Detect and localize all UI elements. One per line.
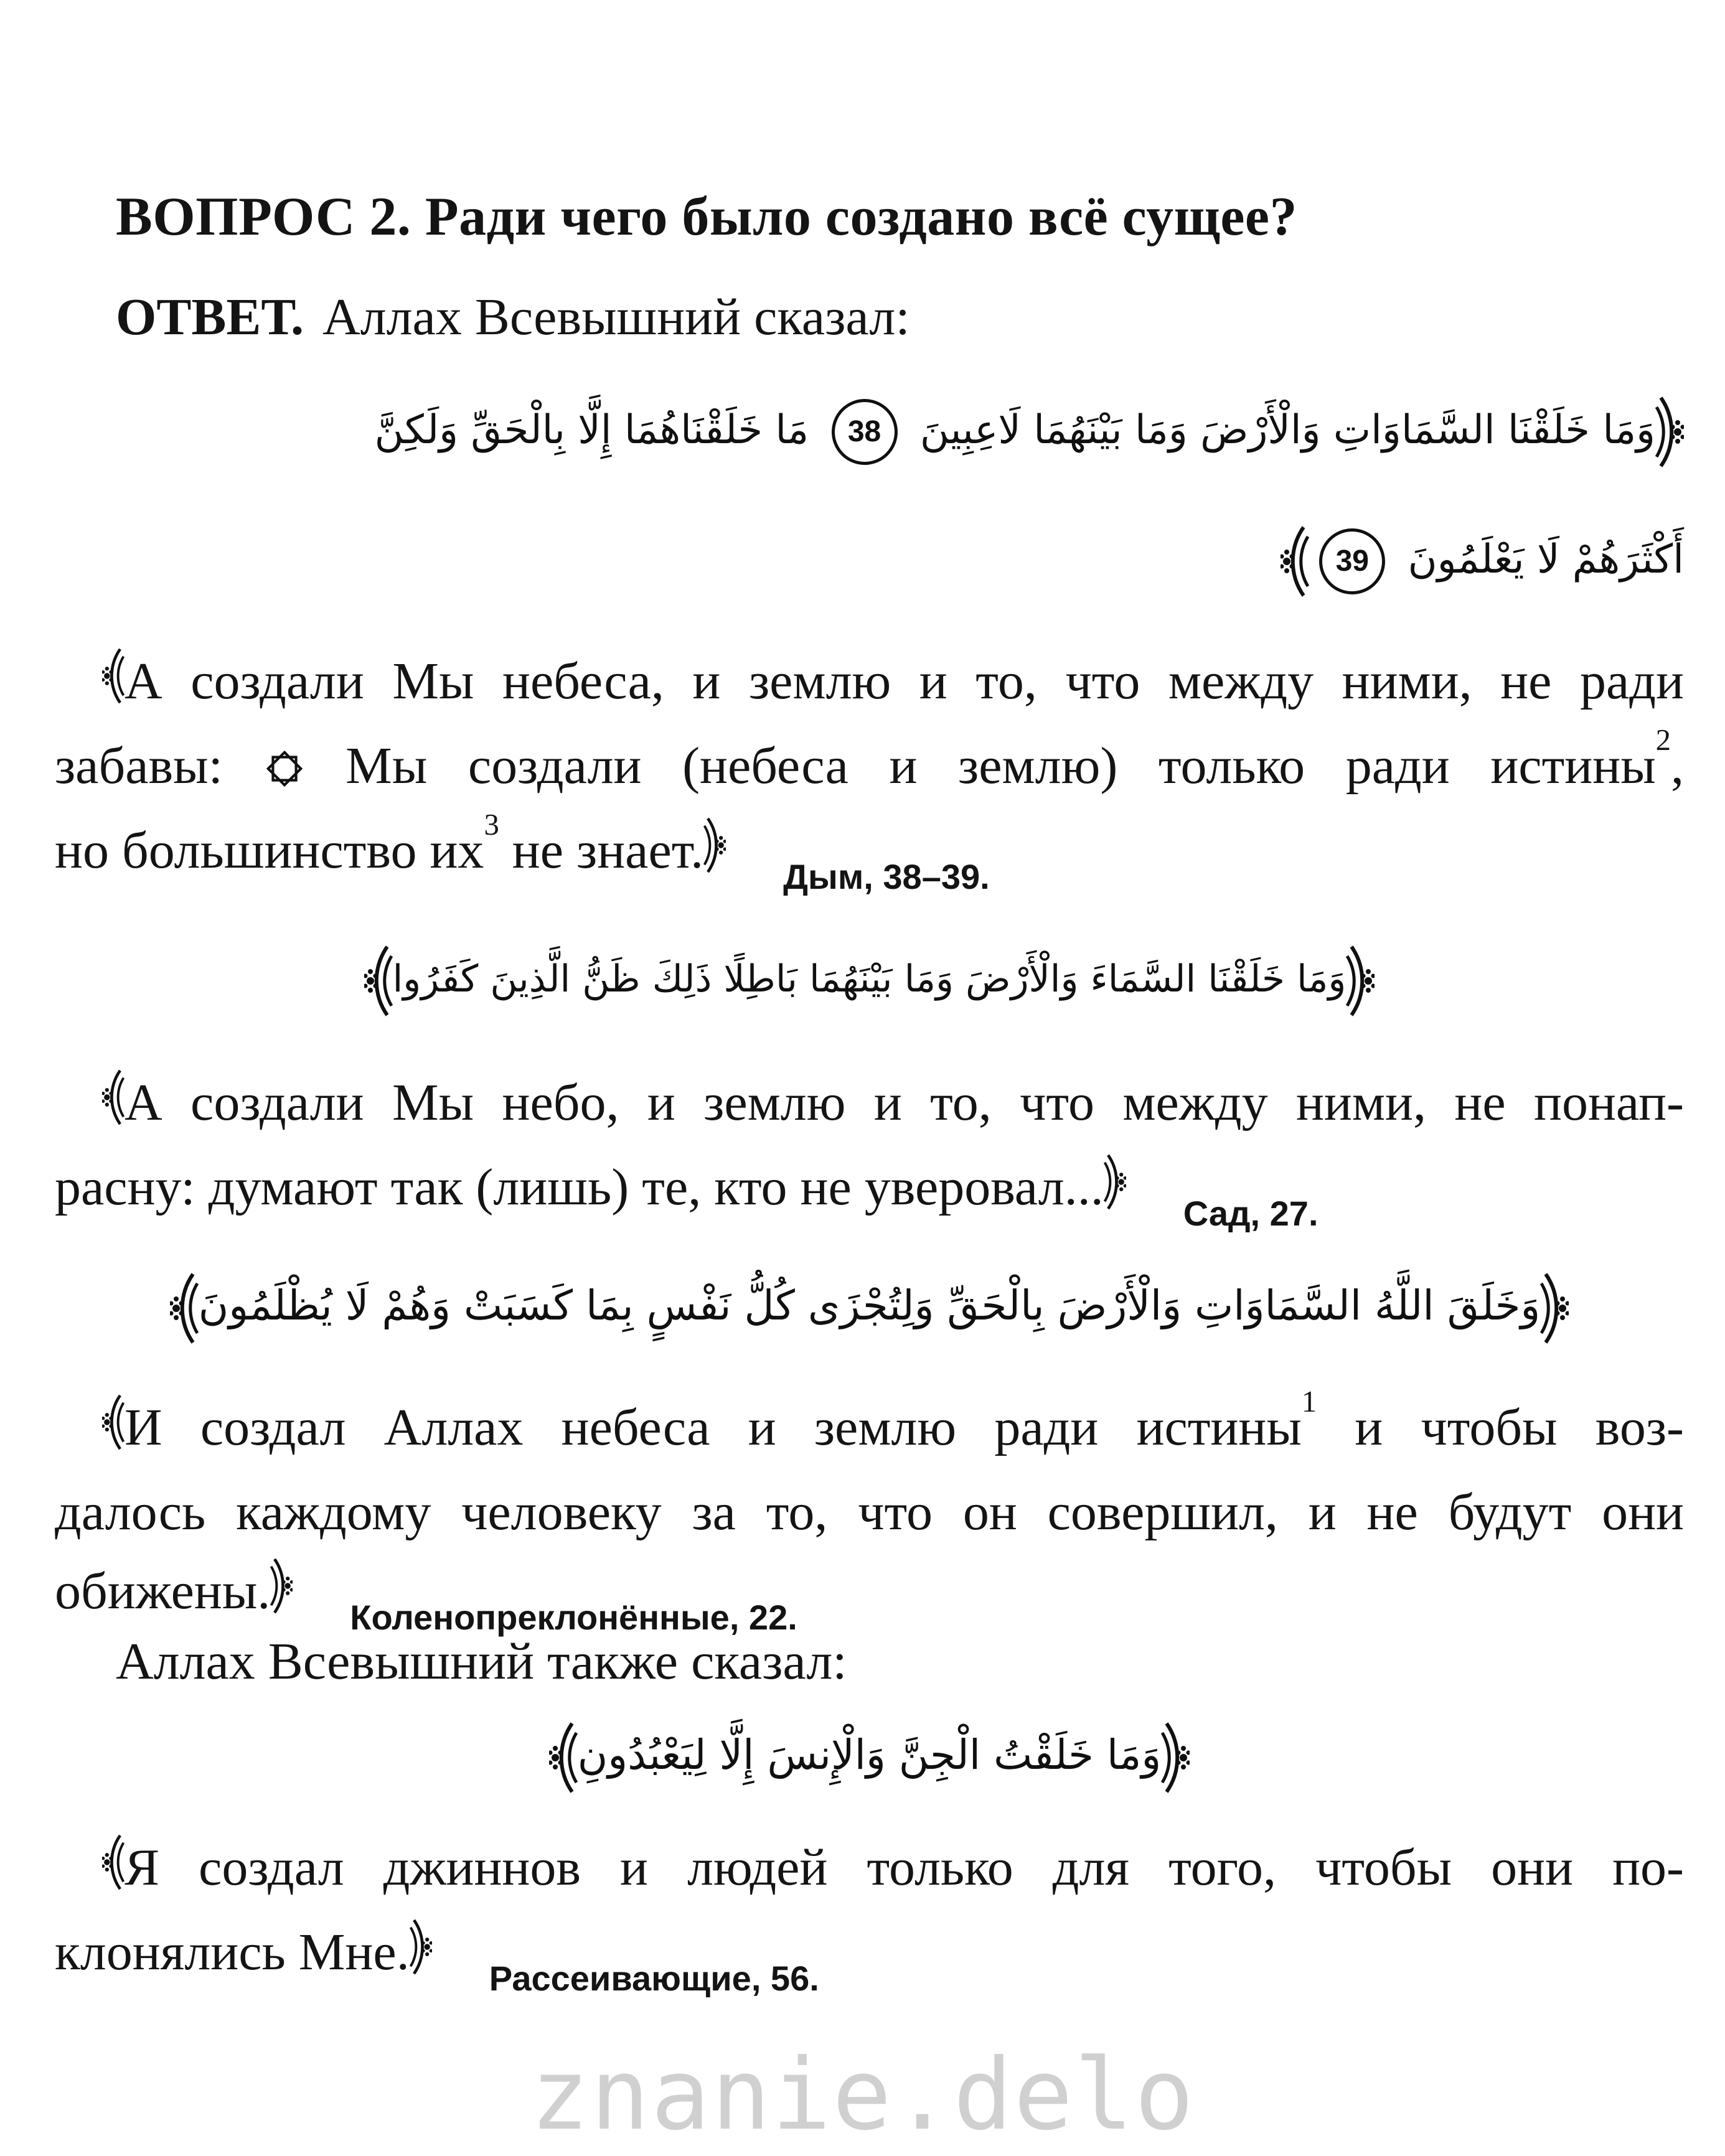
translation-line xyxy=(55,1145,1684,1235)
russian-text: А создали Мы небо, и землю и то, что между ними, не понап- xyxy=(125,1074,1684,1132)
quran-verse-sad-27 xyxy=(55,916,1684,1043)
watermark: znanie.delo xyxy=(530,2038,1195,2152)
arabic-text: وَمَا خَلَقْنَا السَّمَاءَ وَالْأَرْضَ وَمَا بَيْنَهُمَا بَاطِلًا ذَلِكَ ظَنُّ الَّذِينَ كَفَرُوا xyxy=(392,957,1347,1001)
russian-text: расну: думают так (лишь) те, кто не уверовал... xyxy=(55,1158,1104,1216)
translation-line xyxy=(55,1555,1684,1637)
translation-line xyxy=(55,1910,1684,2000)
footnote-marker: 3 xyxy=(484,807,499,841)
arabic-text: مَا خَلَقْنَاهُمَا إِلَّا بِالْحَقِّ وَلَكِنَّ xyxy=(374,407,809,453)
ornate-bracket-icon xyxy=(703,814,726,876)
russian-text: не знает. xyxy=(499,822,704,879)
surah-citation: Дым, 38–39. xyxy=(783,857,990,896)
russian-text: А создали Мы небеса, и землю и то, что между ними, не ради xyxy=(125,652,1684,710)
ornate-bracket-icon xyxy=(1540,1262,1569,1355)
russian-text: но большинство их xyxy=(55,822,484,879)
rub-el-hizb-icon xyxy=(264,748,305,789)
ornate-bracket-icon xyxy=(364,934,393,1028)
footnote-marker: 2 xyxy=(1655,723,1671,757)
surah-citation: Коленопреклонённые, 22. xyxy=(350,1598,797,1637)
ornate-bracket-icon xyxy=(102,1391,125,1453)
translation-line xyxy=(55,1826,1684,1910)
ornate-bracket-icon xyxy=(102,1066,125,1128)
quran-verse-line xyxy=(55,497,1684,622)
arabic-text: أَكْثَرَهُمْ لَا يَعْلَمُونَ xyxy=(1408,537,1684,583)
quran-verse-dhariyat-56 xyxy=(55,1702,1684,1808)
russian-text: обижены. xyxy=(55,1562,271,1620)
ayah-number-badge: 38 xyxy=(832,399,898,465)
russian-text: Я создал джиннов и людей только для того, чтобы они по- xyxy=(125,1839,1684,1896)
ornate-bracket-icon xyxy=(102,645,125,707)
question-heading: ВОПРОС 2. Ради чего было создано всё сущее? xyxy=(116,187,1297,247)
translation-paragraph-dukhan xyxy=(55,639,1684,898)
ornate-bracket-icon xyxy=(270,1555,293,1617)
russian-text: , xyxy=(1671,737,1685,795)
ayah-number-badge: 39 xyxy=(1319,528,1385,594)
russian-text: забавы: xyxy=(55,737,223,795)
ornate-bracket-icon xyxy=(410,1916,432,1978)
arabic-text: وَمَا خَلَقْتُ الْجِنَّ وَالْإِنسَ إِلَّا لِيَعْبُدُونِ xyxy=(577,1731,1162,1779)
translation-line xyxy=(55,1470,1684,1555)
surah-citation: Сад, 27. xyxy=(1183,1194,1318,1233)
russian-text: Мы создали (небеса и землю) только ради истины xyxy=(345,737,1656,795)
answer-line xyxy=(55,287,1684,347)
surah-citation: Рассеивающие, 56. xyxy=(489,1959,819,1998)
ornate-bracket-icon xyxy=(1281,515,1309,608)
ornate-bracket-icon xyxy=(1346,934,1375,1028)
translation-line xyxy=(55,639,1684,724)
translation-line xyxy=(55,1061,1684,1145)
ornate-bracket-icon xyxy=(170,1262,199,1355)
arabic-text: وَخَلَقَ اللَّهُ السَّمَاوَاتِ وَالْأَرْضَ بِالْحَقِّ وَلِتُجْزَى كُلُّ نَفْسٍ بِمَا كَسَبَتْ وَهُمْ لَا يُظْلَمُونَ xyxy=(198,1282,1541,1329)
answer-label: ОТВЕТ. xyxy=(116,288,304,346)
ornate-bracket-icon xyxy=(1104,1151,1126,1213)
ornate-bracket-icon xyxy=(1161,1711,1190,1804)
russian-text: и чтобы воз- xyxy=(1317,1399,1684,1456)
ornate-bracket-icon xyxy=(549,1711,578,1804)
quran-verse-dukhan-38-39 xyxy=(55,363,1684,622)
translation-line xyxy=(55,1385,1684,1470)
translation-paragraph-jathiya xyxy=(55,1384,1684,1637)
russian-text: клонялись Мне. xyxy=(55,1923,410,1981)
ornate-bracket-icon xyxy=(1655,385,1684,479)
footnote-marker: 1 xyxy=(1301,1384,1317,1418)
translation-line xyxy=(55,724,1684,809)
translation-paragraph-sad xyxy=(55,1061,1684,1235)
translation-line xyxy=(55,809,1684,898)
russian-text: И создал Аллах небеса и землю ради истины xyxy=(125,1399,1302,1456)
quran-verse-jathiya-22 xyxy=(55,1244,1684,1368)
answer-intro-text: Аллах Всевышний сказал: xyxy=(322,288,910,346)
arabic-text: وَمَا خَلَقْنَا السَّمَاوَاتِ وَالْأَرْضَ وَمَا بَيْنَهُمَا لَاعِبِينَ xyxy=(919,407,1655,453)
also-said-line: Аллах Всевышний также сказал: xyxy=(116,1633,847,1690)
quran-verse-line xyxy=(55,363,1684,497)
ornate-bracket-icon xyxy=(102,1831,125,1893)
russian-text: далось каждому человеку за то, что он совершил, и не будут они xyxy=(55,1483,1684,1541)
translation-paragraph-dhariyat xyxy=(55,1826,1684,2000)
